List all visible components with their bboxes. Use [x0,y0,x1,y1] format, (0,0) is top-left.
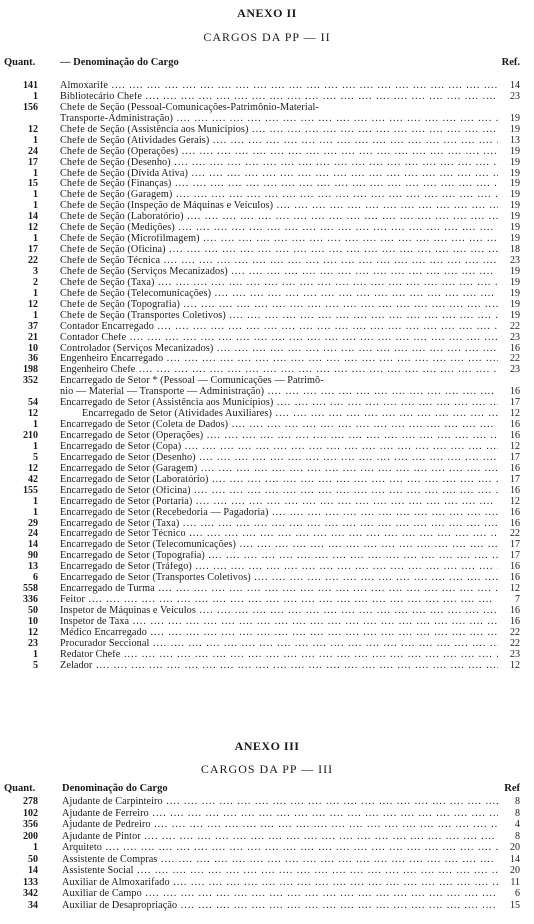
denomination-cell: Médico Encarregado .... [60,628,498,639]
reference-cell: 17 [510,550,520,562]
table-row [0,365,534,376]
denomination-cell: Chefe de Seção (Medições) .... [60,223,498,234]
denomination-cell: Feitor .... [60,595,498,606]
header-ref: Ref. [501,57,520,68]
table-row [0,888,534,900]
quantity-cell: 21 [28,331,38,343]
quantity-cell: 1 [33,233,38,245]
denomination-cell: Assistente de Compras .... [62,854,498,866]
quantity-cell: 342 [23,888,38,899]
table-row [0,486,534,497]
denomination-cell: Contador Chefe .... [60,333,498,344]
quantity-cell: 278 [23,796,38,807]
reference-cell: 12 [510,408,520,420]
header-quant: Quant. [4,783,36,794]
denomination-cell: Encarregado de Setor (Garagem) .... [60,464,498,475]
reference-cell: 17 [510,473,520,485]
table-row [0,628,534,639]
quantity-cell: 12 [28,408,38,420]
denomination-cell: Encarregado de Setor (Portaria) .... [60,497,498,508]
denomination-cell: Auxiliar de Campo .... [62,888,498,900]
reference-cell: 23 [510,364,520,376]
quantity-cell: 2 [33,276,38,288]
header-denomination: — Denominação do Cargo [60,57,179,68]
denomination-cell: Procurador Seccional .... [60,639,498,650]
quantity-cell: 1 [33,495,38,507]
table-row [0,147,534,158]
quantity-cell: 1 [33,506,38,518]
quantity-cell: 558 [23,583,38,595]
table-row [0,617,534,628]
reference-cell: 7 [515,594,520,606]
quantity-cell: 1 [33,440,38,452]
quantity-cell: 12 [28,626,38,638]
table-row [0,551,534,562]
table-row [0,212,534,223]
denomination-cell: Inspetor de Máquinas e Veículos .... [60,606,498,617]
denomination-cell: Ajudante de Carpinteiro .... [62,796,498,808]
denomination-cell: Contador Encarregado .... [60,322,498,333]
table-row [0,606,534,617]
quantity-cell: 102 [23,807,38,819]
denomination-cell: Encarregado de Setor (Telecomunicações) .... [60,540,498,551]
reference-cell: 8 [515,796,520,807]
table-row [0,464,534,475]
table-row [0,333,534,344]
quantity-cell: 12 [28,298,38,310]
reference-cell: 17 [510,451,520,463]
table-row [0,808,534,820]
denomination-cell: Chefe de Seção Técnica .... [60,256,498,267]
denomination-cell: Engenheiro Encarregado .... [60,354,498,365]
table-row [0,322,534,333]
table-row [0,387,534,398]
table-row [0,300,534,311]
annex-3-title: ANEXO III [234,739,300,753]
header-denomination: Denominação do Cargo [62,783,168,794]
denomination-cell: Chefe de Seção (Transportes Coletivos) .... [60,311,498,322]
table-row [0,819,534,831]
denomination-cell: Encarregado de Setor * (Pessoal — Comunicações — Patrimô- [60,376,324,387]
quantity-cell: 54 [28,397,38,409]
table-row [0,114,534,125]
denomination-cell: Transporte-Administração) .... [60,114,498,125]
table-row [0,289,534,300]
quantity-cell: 1 [33,419,38,431]
table-row [0,398,534,409]
reference-cell: 18 [510,244,520,256]
reference-cell: 12 [510,495,520,507]
denomination-cell: Chefe de Seção (Topografia) .... [60,300,498,311]
table-row [0,573,534,584]
denomination-cell: Chefe de Seção (Garagem) .... [60,190,498,201]
quantity-cell: 37 [28,320,38,332]
quantity-cell: 12 [28,222,38,234]
quantity-cell: 17 [28,156,38,168]
quantity-cell: 90 [28,550,38,562]
table-row [0,865,534,877]
quantity-cell: 10 [28,342,38,354]
annex-2-list [0,81,534,672]
denomination-cell: Chefe de Seção (Desenho) .... [60,158,498,169]
denomination-cell: Encarregado de Setor (Desenho) .... [60,453,498,464]
header-ref: Ref [504,783,520,794]
table-row [0,420,534,431]
table-row [0,278,534,289]
reference-cell: 16 [510,386,520,398]
quantity-cell: 141 [23,80,38,91]
denomination-cell: Chefe de Seção (Laboratório) .... [60,212,498,223]
quantity-cell: 3 [33,265,38,277]
quantity-cell: 1 [33,309,38,321]
reference-cell: 20 [510,842,520,853]
denomination-cell: Zelador .... [60,661,498,672]
reference-cell: 19 [510,178,520,190]
reference-cell: 23 [510,90,520,102]
reference-cell: 16 [510,506,520,518]
reference-cell: 16 [510,615,520,627]
quantity-cell: 336 [23,594,38,606]
table-row [0,796,534,808]
quantity-cell: 1 [33,648,38,660]
annex-3-header [0,783,534,796]
denomination-cell: Chefe de Seção (Operações) .... [60,147,498,158]
reference-cell: 23 [510,255,520,266]
table-row [0,267,534,278]
table-row [0,497,534,508]
denomination-cell: Chefe de Seção (Assistência aos Municípios) .... [60,125,498,136]
denomination-cell: Encarregado de Setor (Taxa) .... [60,519,498,530]
denomination-cell: Assistente Social .... [62,865,498,877]
reference-cell: 19 [510,145,520,157]
reference-cell: 22 [510,637,520,649]
reference-cell: 22 [510,320,520,332]
quantity-cell: 198 [23,364,38,376]
table-row [0,409,534,420]
quantity-cell: 14 [28,539,38,551]
reference-cell: 19 [510,298,520,310]
table-row [0,256,534,267]
denomination-cell: Chefe de Seção (Atividades Gerais) .... [60,136,498,147]
quantity-cell: 34 [28,899,38,911]
table-row [0,519,534,530]
table-row [0,639,534,650]
reference-cell: 19 [510,309,520,321]
denomination-cell: Encarregado de Setor (Recebedoria — Pagadoria) .... [60,508,498,519]
denomination-cell: Chefe de Seção (Oficina) .... [60,245,498,256]
denomination-cell: nio — Material — Transporte — Administração) .... [60,387,498,398]
reference-cell: 8 [515,830,520,842]
denomination-cell: Ajudante de Pintor .... [62,831,498,843]
table-row [0,136,534,147]
reference-cell: 19 [510,156,520,168]
table-row [0,201,534,212]
table-row [0,442,534,453]
reference-cell: 16 [510,342,520,354]
denomination-cell: Chefe de Seção (Serviços Mecanizados) .... [60,267,498,278]
table-row [0,311,534,322]
quantity-cell: 14 [28,211,38,223]
reference-cell: 16 [510,430,520,441]
quantity-cell: 24 [28,145,38,157]
table-row [0,234,534,245]
quantity-cell: 1 [33,842,38,853]
denomination-cell: Encarregado de Setor (Coleta de Dados) .... [60,420,498,431]
table-row [0,431,534,442]
denomination-cell: Bibliotecário Chefe .... [60,92,498,103]
quantity-cell: 17 [28,244,38,256]
table-row [0,344,534,355]
reference-cell: 15 [510,899,520,911]
reference-cell: 14 [510,80,520,91]
reference-cell: 19 [510,123,520,135]
quantity-cell: 29 [28,517,38,529]
quantity-cell: 210 [23,430,38,441]
reference-cell: 19 [510,287,520,299]
reference-cell: 22 [510,528,520,540]
quantity-cell: 200 [23,830,38,842]
reference-cell: 22 [510,626,520,638]
quantity-cell: 352 [23,375,38,387]
reference-cell: 19 [510,276,520,288]
table-row [0,661,534,672]
quantity-cell: 155 [23,484,38,496]
denomination-cell: Ajudante de Ferreiro .... [62,808,498,820]
reference-cell: 14 [510,853,520,865]
table-row [0,169,534,180]
reference-cell: 20 [510,865,520,876]
table-row [0,223,534,234]
quantity-cell: 13 [28,561,38,573]
reference-cell: 17 [510,539,520,551]
table-row [0,900,534,912]
table-row [0,179,534,190]
quantity-cell: 156 [23,101,38,113]
denomination-cell: Encarregado de Turma .... [60,584,498,595]
reference-cell: 4 [515,819,520,830]
quantity-cell: 15 [28,178,38,190]
denomination-cell: Encarregado de Setor (Topografia) .... [60,551,498,562]
denomination-cell: Encarregado de Setor (Transportes Coletivos) .... [60,573,498,584]
table-row [0,158,534,169]
quantity-cell: 5 [33,659,38,671]
table-row [0,831,534,843]
reference-cell: 19 [510,211,520,223]
reference-cell: 11 [510,876,520,888]
table-row [0,125,534,136]
denomination-cell: Auxiliar de Desapropriação .... [62,900,498,912]
quantity-cell: 1 [33,200,38,212]
denomination-cell: Encarregado de Setor (Assistência aos Municípios) .... [60,398,498,409]
table-row [0,475,534,486]
annex-3-subtitle: CARGOS DA PP — III [200,762,334,776]
table-row [0,92,534,103]
denomination-cell: Encarregado de Setor (Copa) .... [60,442,498,453]
denomination-cell: Auxiliar de Almoxarifado .... [62,877,498,889]
denomination-cell: Encarregado de Setor (Operações) .... [60,431,498,442]
reference-cell: 12 [510,659,520,671]
denomination-cell: Almoxarife .... [60,81,498,92]
table-row [0,376,534,387]
annex-3-list [0,796,534,911]
reference-cell: 6 [515,888,520,899]
quantity-cell: 36 [28,353,38,365]
denomination-cell: Encarregado de Setor (Atividades Auxiliares) .... [60,409,498,420]
reference-cell: 16 [510,484,520,496]
denomination-cell: Controlador (Serviços Mecanizados) .... [60,344,498,355]
table-row [0,584,534,595]
table-row [0,190,534,201]
table-row [0,245,534,256]
reference-cell: 19 [510,222,520,234]
quantity-cell: 24 [28,528,38,540]
denomination-cell: Encarregado de Setor (Tráfego) .... [60,562,498,573]
quantity-cell: 12 [28,462,38,474]
reference-cell: 19 [510,189,520,201]
annex-2-title: ANEXO II [237,6,297,20]
reference-cell: 19 [510,265,520,277]
denomination-cell: Chefe de Seção (Dívida Ativa) .... [60,169,498,180]
annex-2-subtitle: CARGOS DA PP — II [203,30,331,44]
quantity-cell: 23 [28,637,38,649]
denomination-cell: Encarregado de Setor (Oficina) .... [60,486,498,497]
table-row [0,595,534,606]
reference-cell: 19 [510,167,520,179]
reference-cell: 13 [510,134,520,146]
denomination-cell: Chefe de Seção (Microfilmagem) .... [60,234,498,245]
reference-cell: 16 [510,561,520,573]
reference-cell: 16 [510,517,520,529]
denomination-cell: Inspetor de Taxa .... [60,617,498,628]
quantity-cell: 1 [33,189,38,201]
quantity-cell: 50 [28,853,38,865]
header-quant: Quant. [4,57,36,68]
denomination-cell: Encarregado de Setor (Laboratório) .... [60,475,498,486]
reference-cell: 8 [515,807,520,819]
reference-cell: 16 [510,419,520,431]
table-row [0,103,534,114]
quantity-cell: 1 [33,134,38,146]
table-row [0,453,534,464]
annex-2-header [0,57,534,70]
quantity-cell: 1 [33,90,38,102]
quantity-cell: 1 [33,167,38,179]
reference-cell: 22 [510,353,520,365]
quantity-cell: 5 [33,451,38,463]
table-row [0,529,534,540]
denomination-cell: Chefe de Seção (Finanças) .... [60,179,498,190]
table-row [0,854,534,866]
reference-cell: 17 [510,397,520,409]
table-row [0,508,534,519]
denomination-cell: Arquiteto .... [62,842,498,854]
reference-cell: 19 [510,112,520,124]
quantity-cell: 14 [28,865,38,876]
denomination-cell: Chefe de Seção (Inspeção de Máquinas e Veículos) .... [60,201,498,212]
quantity-cell: 50 [28,605,38,616]
reference-cell: 23 [510,331,520,343]
quantity-cell: 133 [23,876,38,888]
reference-cell: 16 [510,572,520,584]
reference-cell: 19 [510,233,520,245]
quantity-cell: 10 [28,615,38,627]
table-row [0,842,534,854]
denomination-cell: Engenheiro Chefe .... [60,365,498,376]
denomination-cell: Chefe de Seção (Pessoal-Comunicações-Patrimônio-Material- [60,102,319,113]
quantity-cell: 12 [28,123,38,135]
table-row [0,354,534,365]
quantity-cell: 6 [33,572,38,584]
quantity-cell: 356 [23,819,38,830]
denomination-cell: Encarregado de Setor Técnico .... [60,529,498,540]
quantity-cell: 22 [28,255,38,266]
reference-cell: 16 [510,605,520,616]
reference-cell: 23 [510,648,520,660]
denomination-cell: Redator Chefe .... [60,650,498,661]
reference-cell: 16 [510,462,520,474]
reference-cell: 19 [510,200,520,212]
reference-cell: 12 [510,583,520,595]
table-row [0,540,534,551]
denomination-cell: Ajudante de Pedreiro .... [62,819,498,831]
quantity-cell: 1 [33,287,38,299]
denomination-cell: Chefe de Seção (Telecomunicações) .... [60,289,498,300]
quantity-cell: 42 [28,473,38,485]
table-row [0,562,534,573]
table-row [0,650,534,661]
table-row [0,81,534,92]
table-row [0,877,534,889]
denomination-cell: Chefe de Seção (Taxa) .... [60,278,498,289]
reference-cell: 12 [510,440,520,452]
